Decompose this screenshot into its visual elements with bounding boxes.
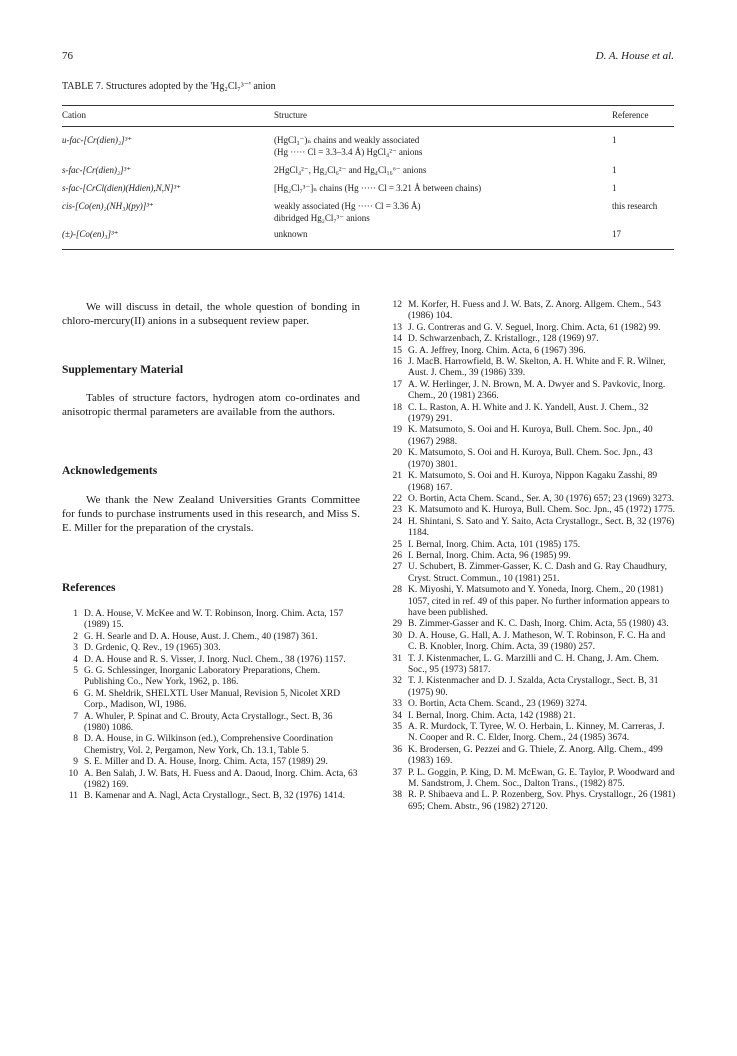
reference-number: 18 bbox=[392, 402, 402, 413]
reference-entry bbox=[386, 357, 676, 380]
reference-text: D. A. House, in G. Wilkinson (ed.), Comprehensive Coordination Chemistry, Vol. 2, Pergamon, New York, Ch. 13.1, Table 5. bbox=[84, 734, 334, 756]
reference-text: B. Zimmer-Gasser and K. C. Dash, Inorg. Chim. Acta, 55 (1980) 43. bbox=[408, 619, 669, 630]
references-list-left bbox=[62, 609, 360, 803]
table-row bbox=[62, 165, 674, 183]
reference-entry bbox=[386, 323, 676, 334]
reference-number: 28 bbox=[392, 585, 402, 596]
reference-number: 4 bbox=[73, 654, 78, 665]
reference-text: G. H. Searle and D. A. House, Aust. J. Chem., 40 (1987) 361. bbox=[84, 631, 318, 642]
reference-entry bbox=[62, 689, 360, 712]
structure-line: dibridged Hg₂Cl₇³⁻ anions bbox=[274, 212, 370, 223]
reference-number: 13 bbox=[392, 322, 402, 333]
reference-text: K. Matsumoto, S. Ooi and H. Kuroya, Nippon Kagaku Zasshi, 89 (1968) 167. bbox=[408, 471, 658, 493]
structure-line: (HgCl₃⁻)ₙ chains and weakly associated bbox=[274, 135, 420, 145]
reference-entry bbox=[386, 425, 676, 448]
reference-text: K. Matsumoto, S. Ooi and H. Kuroya, Bull. Chem. Soc. Jpn., 40 (1967) 2988. bbox=[408, 425, 653, 447]
reference-entry bbox=[386, 745, 676, 768]
reference-entry bbox=[62, 632, 360, 643]
reference-number: 22 bbox=[392, 493, 402, 504]
right-column bbox=[386, 300, 676, 813]
reference-text: G. G. Schlessinger, Inorganic Laboratory Preparations, Chem. Publishing Co., New York, 1962, p. 186. bbox=[84, 666, 321, 688]
reference-entry bbox=[386, 505, 676, 516]
cell-structure bbox=[274, 135, 604, 158]
reference-text: H. Shintani, S. Sato and Y. Saito, Acta Crystallogr., Sect. B, 32 (1976) 1184. bbox=[408, 516, 675, 539]
reference-entry bbox=[62, 643, 360, 654]
reference-entry bbox=[386, 517, 676, 540]
reference-text: D. A. House, V. McKee and W. T. Robinson, Inorg. Chim. Acta, 157 (1989) 15. bbox=[84, 608, 344, 631]
reference-text: T. J. Kistenmacher and D. J. Szalda, Acta Crystallogr., Sect. B, 31 (1975) 90. bbox=[408, 676, 659, 698]
reference-text: K. Matsumoto, S. Ooi and H. Kuroya, Bull. Chem. Soc. Jpn., 43 (1970) 3801. bbox=[408, 448, 653, 470]
reference-entry bbox=[62, 734, 360, 757]
cell-structure bbox=[274, 165, 604, 177]
reference-entry bbox=[62, 609, 360, 632]
references-heading: References bbox=[62, 581, 116, 594]
reference-entry bbox=[62, 666, 360, 689]
reference-entry bbox=[386, 471, 676, 494]
reference-text: D. A. House, G. Hall, A. J. Matheson, W. T. Robinson, F. C. Ha and C. B. Knobler, Inorg. Chim. Acta, 39 (1980) 257. bbox=[408, 630, 666, 653]
intro-paragraph: We will discuss in detail, the whole question of bonding in chloro-mercury(II) anions in a subsequent review paper. bbox=[62, 301, 360, 328]
reference-number: 5 bbox=[73, 666, 78, 676]
reference-text: D. A. House and R. S. Visser, J. Inorg. Nucl. Chem., 38 (1976) 1157. bbox=[84, 654, 346, 665]
cell-cation: u-fac-[Cr(dien)₂]³⁺ bbox=[62, 135, 133, 145]
reference-text: C. L. Raston, A. H. White and J. K. Yandell, Aust. J. Chem., 32 (1979) 291. bbox=[408, 402, 649, 425]
header-cation: Cation bbox=[62, 110, 86, 120]
table-row bbox=[62, 229, 674, 245]
reference-text: M. Korfer, H. Fuess and J. W. Bats, Z. Anorg. Allgem. Chem., 543 (1986) 104. bbox=[408, 300, 662, 322]
reference-entry bbox=[386, 768, 676, 791]
reference-number: 9 bbox=[73, 757, 78, 768]
structure-line: (Hg ····· Cl = 3.3–3.4 Å) HgCl₄²⁻ anions bbox=[274, 146, 423, 157]
reference-number: 7 bbox=[73, 711, 78, 722]
cell-cation: (±)-[Co(en)₃]³⁺ bbox=[62, 229, 119, 239]
reference-entry bbox=[386, 403, 676, 426]
cell-structure bbox=[274, 183, 604, 195]
reference-number: 19 bbox=[392, 425, 402, 436]
reference-entry bbox=[386, 676, 676, 699]
running-authors: D. A. House et al. bbox=[595, 50, 674, 62]
cell-cation: s-fac-[CrCl(dien)(Hdien),N,N]³⁺ bbox=[62, 183, 181, 193]
reference-text: K. Miyoshi, Y. Matsumoto and Y. Yoneda, Inorg. Chem., 20 (1981) 1057, cited in ref. 49 of this paper. No further information appears to have been published. bbox=[408, 585, 670, 618]
reference-number: 36 bbox=[392, 744, 402, 755]
acknowledgements-paragraph: We thank the New Zealand Universities Grants Committee for funds to purchase instruments used in this research, and Miss S. E. Miller for the preparation of the crystals. bbox=[62, 493, 360, 535]
reference-number: 24 bbox=[392, 516, 402, 527]
reference-entry bbox=[386, 540, 676, 551]
reference-entry bbox=[386, 380, 676, 403]
reference-text: J. G. Contreras and G. V. Seguel, Inorg. Chim. Acta, 61 (1982) 99. bbox=[408, 322, 661, 333]
reference-number: 23 bbox=[392, 505, 402, 516]
reference-number: 26 bbox=[392, 550, 402, 561]
reference-number: 8 bbox=[73, 734, 78, 745]
table-row bbox=[62, 135, 674, 159]
reference-text: O. Bortin, Acta Chem. Scand., 23 (1969) 3274. bbox=[408, 699, 588, 710]
reference-number: 1 bbox=[73, 608, 78, 619]
reference-number: 15 bbox=[392, 345, 402, 356]
reference-text: I. Bernal, Inorg. Chim. Acta, 101 (1985) 175. bbox=[408, 539, 581, 550]
reference-text: B. Kamenar and A. Nagl, Acta Crystallogr., Sect. B, 32 (1976) 1414. bbox=[84, 791, 345, 802]
table-header-rule bbox=[62, 126, 674, 127]
reference-entry bbox=[62, 769, 360, 792]
cell-reference: this research bbox=[612, 201, 658, 211]
reference-text: I. Bernal, Inorg. Chim. Acta, 142 (1988) 21. bbox=[408, 710, 576, 721]
reference-text: R. P. Shibaeva and L. P. Rozenberg, Sov. Phys. Crystallogr., 26 (1981) 695; Chem. Abstr., 96 (1982) 27120. bbox=[408, 790, 676, 812]
reference-entry bbox=[386, 346, 676, 357]
reference-entry bbox=[386, 585, 676, 619]
reference-text: A. Whuler, P. Spinat and C. Brouty, Acta Crystallogr., Sect. B, 36 (1980) 1086. bbox=[84, 711, 333, 734]
reference-number: 31 bbox=[392, 653, 402, 664]
reference-number: 10 bbox=[68, 768, 78, 779]
reference-number: 20 bbox=[392, 448, 402, 459]
reference-number: 30 bbox=[392, 630, 402, 641]
header-structure: Structure bbox=[274, 110, 307, 120]
reference-entry bbox=[386, 790, 676, 813]
reference-entry bbox=[386, 619, 676, 630]
table-bottom-rule bbox=[62, 249, 674, 250]
reference-number: 2 bbox=[73, 631, 78, 642]
reference-number: 35 bbox=[392, 722, 402, 733]
reference-text: J. MacB. Harrowfield, B. W. Skelton, A. H. White and F. R. Wilner, Aust. J. Chem., 39 (1986) 339. bbox=[408, 357, 666, 379]
reference-number: 38 bbox=[392, 790, 402, 801]
reference-entry bbox=[386, 334, 676, 345]
reference-number: 17 bbox=[392, 379, 402, 390]
table-caption: TABLE 7. Structures adopted by the 'Hg₂Cl₇³⁻' anion bbox=[62, 81, 276, 92]
reference-entry bbox=[62, 712, 360, 735]
reference-number: 32 bbox=[392, 676, 402, 687]
reference-entry bbox=[62, 757, 360, 768]
reference-text: I. Bernal, Inorg. Chim. Acta, 96 (1985) 99. bbox=[408, 550, 571, 561]
reference-text: T. J. Kistenmacher, L. G. Marzilli and C. H. Chang, J. Am. Chem. Soc., 95 (1973) 5817. bbox=[408, 653, 659, 675]
page-number: 76 bbox=[62, 50, 73, 62]
cell-structure bbox=[274, 229, 604, 241]
cell-reference: 1 bbox=[612, 183, 617, 193]
reference-number: 6 bbox=[73, 688, 78, 699]
reference-text: K. Brodersen, G. Pezzei and G. Thiele, Z. Anorg. Allg. Chem., 499 (1983) 169. bbox=[408, 744, 663, 767]
supplementary-paragraph: Tables of structure factors, hydrogen atom co-ordinates and anisotropic thermal parameters are available from the authors. bbox=[62, 391, 360, 419]
left-column bbox=[62, 300, 360, 803]
reference-entry bbox=[386, 654, 676, 677]
reference-text: O. Bortin, Acta Chem. Scand., Ser. A, 30 (1976) 657; 23 (1969) 3273. bbox=[408, 493, 674, 504]
reference-number: 14 bbox=[392, 334, 402, 345]
reference-text: D. Schwarzenbach, Z. Kristallogr., 128 (1969) 97. bbox=[408, 334, 599, 345]
structure-line: 2HgCl₄²⁻, Hg₂Cl₆²⁻ and Hg₄Cl₁₆⁶⁻ anions bbox=[274, 165, 427, 175]
reference-number: 21 bbox=[392, 471, 402, 482]
reference-text: A. W. Herlinger, J. N. Brown, M. A. Dwyer and S. Pavkovic, Inorg. Chem., 20 (1981) 2366. bbox=[408, 379, 666, 402]
reference-text: A. R. Murdock, T. Tyree, W. O. Herbain, L. Kinney, M. Carreras, J. N. Cooper and R. C. Elder, Inorg. Chem., 24 (1985) 3674. bbox=[408, 722, 665, 744]
header-reference: Reference bbox=[612, 110, 649, 120]
reference-text: P. L. Goggin, P. King, D. M. McEwan, G. E. Taylor, P. Woodward and M. Sandstrom, J. Chem. Soc., Dalton Trans., (1982) 875. bbox=[408, 767, 675, 790]
cell-cation: s-fac-[Cr(dien)₂]³⁺ bbox=[62, 165, 132, 175]
reference-number: 12 bbox=[392, 300, 402, 310]
supplementary-heading: Supplementary Material bbox=[62, 363, 184, 376]
reference-number: 25 bbox=[392, 539, 402, 550]
reference-number: 11 bbox=[68, 791, 78, 802]
reference-number: 29 bbox=[392, 619, 402, 630]
cell-structure bbox=[274, 201, 604, 224]
reference-text: S. E. Miller and D. A. House, Inorg. Chim. Acta, 157 (1989) 29. bbox=[84, 757, 328, 768]
reference-number: 34 bbox=[392, 710, 402, 721]
table-row bbox=[62, 201, 674, 229]
references-list-right bbox=[386, 300, 676, 813]
cell-cation: cis-[Co(en)₂(NH₃)(py)]³⁺ bbox=[62, 201, 154, 211]
table-row bbox=[62, 183, 674, 201]
reference-text: A. Ben Salah, J. W. Bats, H. Fuess and A. Daoud, Inorg. Chim. Acta, 63 (1982) 169. bbox=[84, 768, 358, 791]
reference-entry bbox=[386, 494, 676, 505]
reference-number: 27 bbox=[392, 562, 402, 573]
cell-reference: 17 bbox=[612, 229, 621, 239]
reference-text: D. Grdenic, Q. Rev., 19 (1965) 303. bbox=[84, 643, 221, 654]
reference-text: G. M. Sheldrik, SHELXTL User Manual, Revision 5, Nicolet XRD Corp., Madison, WI, 1986. bbox=[84, 688, 341, 711]
reference-entry bbox=[386, 699, 676, 710]
reference-text: K. Matsumoto and K. Huroya, Bull. Chem. Soc. Jpn., 45 (1972) 1775. bbox=[408, 505, 676, 516]
reference-entry bbox=[386, 551, 676, 562]
acknowledgements-heading: Acknowledgements bbox=[62, 465, 158, 478]
structure-line: [Hg₂Cl₇³⁻]ₙ chains (Hg ····· Cl = 3.21 Å between chains) bbox=[274, 183, 482, 193]
reference-entry bbox=[62, 791, 360, 802]
reference-entry bbox=[386, 562, 676, 585]
reference-entry bbox=[386, 448, 676, 471]
structure-line: weakly associated (Hg ····· Cl = 3.36 Å) bbox=[274, 201, 421, 211]
reference-entry bbox=[386, 300, 676, 323]
structures-table bbox=[62, 105, 674, 250]
reference-number: 37 bbox=[392, 767, 402, 778]
reference-entry bbox=[386, 631, 676, 654]
table-header-row bbox=[62, 106, 674, 126]
structure-line: unknown bbox=[274, 229, 308, 239]
reference-number: 16 bbox=[392, 357, 402, 368]
reference-entry bbox=[386, 722, 676, 745]
reference-number: 3 bbox=[73, 643, 78, 654]
reference-text: G. A. Jeffrey, Inorg. Chim. Acta, 6 (1967) 396. bbox=[408, 345, 586, 356]
reference-entry bbox=[386, 711, 676, 722]
reference-entry bbox=[62, 655, 360, 666]
reference-text: U. Schubert, B. Zimmer-Gasser, K. C. Dash and G. Ray Chaudhury, Cryst. Struct. Commun., 10 (1981) 251. bbox=[408, 562, 667, 584]
cell-reference: 1 bbox=[612, 135, 617, 145]
reference-number: 33 bbox=[392, 699, 402, 710]
cell-reference: 1 bbox=[612, 165, 617, 175]
